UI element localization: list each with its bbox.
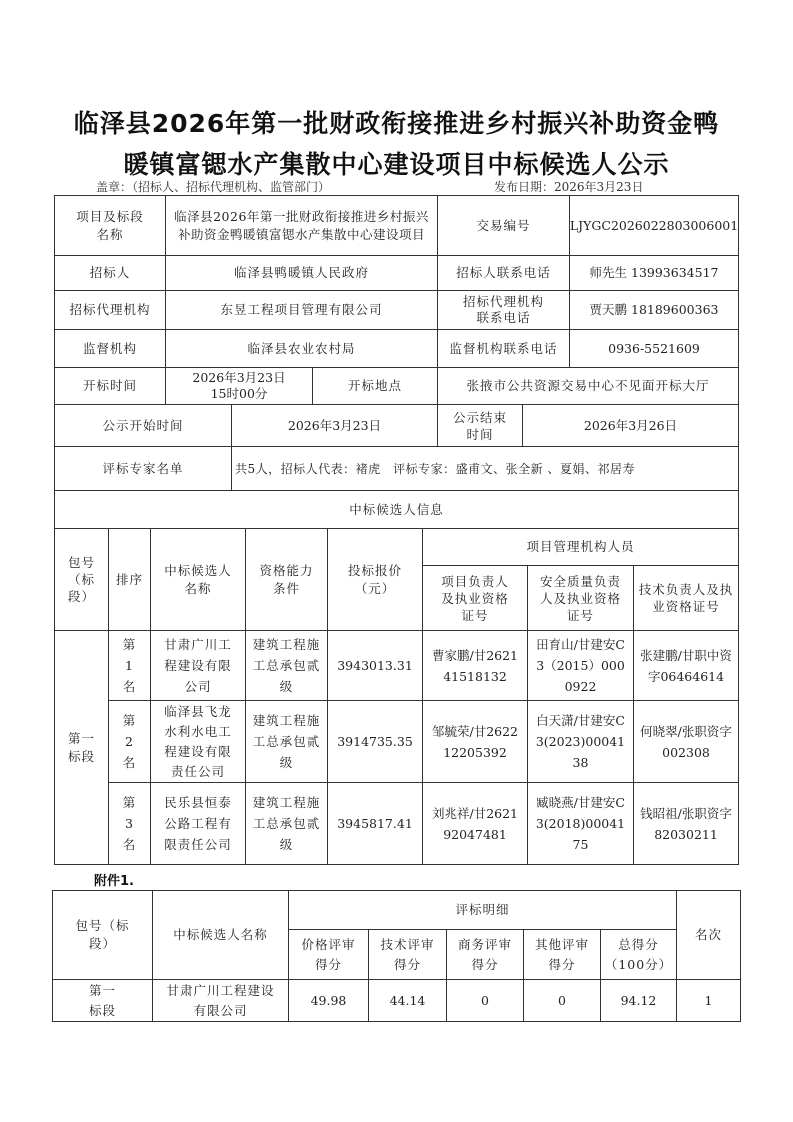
package-cell: 第一标段 <box>54 630 109 865</box>
candidate-tech: 何晓翠/张职资字002308 <box>633 700 739 783</box>
attachment-label: 附件1. <box>94 874 134 889</box>
supervisor-phone-label: 监督机构联系电话 <box>437 329 570 368</box>
score-business: 0 <box>446 979 524 1022</box>
candidate-tech: 钱昭祖/张职资字82030211 <box>633 782 739 865</box>
open-time-value: 2026年3月23日15时00分 <box>165 367 313 405</box>
trade-no-value: LJYGC2026022803006001 <box>569 195 739 256</box>
page-title-line2: 暖镇富锶水产集散中心建设项目中标候选人公示 <box>123 150 670 179</box>
candidate-pm: 邹毓荣/甘262212205392 <box>422 700 528 783</box>
supervisor-label: 监督机构 <box>54 329 166 368</box>
project-label: 项目及标段名称 <box>54 195 166 256</box>
col-header-qualification: 资格能力条件 <box>245 528 328 631</box>
candidate-bid-price: 3943013.31 <box>327 630 423 701</box>
supervisor-value: 临泽县农业农村局 <box>165 329 438 368</box>
score-total: 94.12 <box>600 979 677 1022</box>
candidate-tech: 张建鹏/甘职中资字06464614 <box>633 630 739 701</box>
candidate-safety: 田育山/甘建安C3（2015）0000922 <box>527 630 634 701</box>
candidate-name: 民乐县恒泰公路工程有限责任公司 <box>150 782 246 865</box>
score-other: 0 <box>523 979 601 1022</box>
notice-start-value: 2026年3月23日 <box>231 404 438 447</box>
candidate-safety: 臧晓燕/甘建安C3(2018)0004175 <box>527 782 634 865</box>
col-header-pm: 项目负责人及执业资格证号 <box>422 565 528 631</box>
open-time-label: 开标时间 <box>54 367 166 405</box>
publish-date: 发布日期：2026年3月23日 <box>494 180 644 194</box>
notice-end-label: 公示结束时间 <box>437 404 523 447</box>
candidates-section-title: 中标候选人信息 <box>54 490 739 529</box>
candidate-bid-price: 3914735.35 <box>327 700 423 783</box>
score-name: 甘肃广川工程建设有限公司 <box>152 979 289 1022</box>
project-value: 临泽县2026年第一批财政衔接推进乡村振兴补助资金鸭暖镇富锶水产集散中心建设项目 <box>165 195 438 256</box>
notice-end-value: 2026年3月26日 <box>522 404 739 447</box>
candidate-pm: 曹家鹏/甘262141518132 <box>422 630 528 701</box>
candidate-bid-price: 3945817.41 <box>327 782 423 865</box>
candidate-qualification: 建筑工程施工总承包贰级 <box>245 782 328 865</box>
tenderer-label: 招标人 <box>54 255 166 291</box>
candidate-rank: 第3名 <box>108 782 151 865</box>
seal-note: 盖章：（招标人、招标代理机构、监管部门） <box>96 180 331 194</box>
score-rank: 1 <box>676 979 741 1022</box>
candidate-pm: 刘兆祥/甘262192047481 <box>422 782 528 865</box>
tenderer-phone-label: 招标人联系电话 <box>437 255 570 291</box>
agent-label: 招标代理机构 <box>54 290 166 330</box>
col-header-name: 中标候选人名称 <box>150 528 246 631</box>
score-header-total: 总得分（100分） <box>600 929 677 980</box>
agent-phone-label: 招标代理机构联系电话 <box>437 290 570 330</box>
open-place-value: 张掖市公共资源交易中心不见面开标大厅 <box>437 367 739 405</box>
candidate-qualification: 建筑工程施工总承包贰级 <box>245 630 328 701</box>
supervisor-phone-value: 0936-5521609 <box>569 329 739 368</box>
agent-phone-value: 贾天鹏 18189600363 <box>569 290 739 330</box>
score-price: 49.98 <box>288 979 369 1022</box>
col-header-tech: 技术负责人及执业资格证号 <box>633 565 739 631</box>
candidate-name: 甘肃广川工程建设有限公司 <box>150 630 246 701</box>
page-title-line1: 临泽县2026年第一批财政衔接推进乡村振兴补助资金鸭 <box>73 109 720 138</box>
col-header-staff-group: 项目管理机构人员 <box>422 528 739 566</box>
score-header-tech: 技术评审得分 <box>368 929 447 980</box>
candidate-safety: 白天潇/甘建安C3(2023)0004138 <box>527 700 634 783</box>
score-header-detail-group: 评标明细 <box>288 890 677 930</box>
score-header-other: 其他评审得分 <box>523 929 601 980</box>
score-header-price: 价格评审得分 <box>288 929 369 980</box>
candidate-name: 临泽县飞龙水利水电工程建设有限责任公司 <box>150 700 246 783</box>
candidate-rank: 第2名 <box>108 700 151 783</box>
tenderer-phone-value: 师先生 13993634517 <box>569 255 739 291</box>
candidate-qualification: 建筑工程施工总承包贰级 <box>245 700 328 783</box>
notice-start-label: 公示开始时间 <box>54 404 232 447</box>
col-header-bid-price: 投标报价（元） <box>327 528 423 631</box>
trade-no-label: 交易编号 <box>437 195 570 256</box>
experts-value: 共5人，招标人代表：褚虎 评标专家：盛甫文、张全新 、夏娟、祁居寿 <box>231 446 739 491</box>
score-header-business: 商务评审得分 <box>446 929 524 980</box>
col-header-safety: 安全质量负责人及执业资格证号 <box>527 565 634 631</box>
open-place-label: 开标地点 <box>312 367 438 405</box>
agent-value: 东昱工程项目管理有限公司 <box>165 290 438 330</box>
score-header-package: 包号（标段） <box>52 890 153 980</box>
score-header-name: 中标候选人名称 <box>152 890 289 980</box>
candidate-rank: 第1名 <box>108 630 151 701</box>
score-package: 第一标段 <box>52 979 153 1022</box>
score-header-rank: 名次 <box>676 890 741 980</box>
col-header-package: 包号（标段） <box>54 528 109 631</box>
tenderer-value: 临泽县鸭暖镇人民政府 <box>165 255 438 291</box>
col-header-rank: 排序 <box>108 528 151 631</box>
score-tech: 44.14 <box>368 979 447 1022</box>
experts-label: 评标专家名单 <box>54 446 232 491</box>
